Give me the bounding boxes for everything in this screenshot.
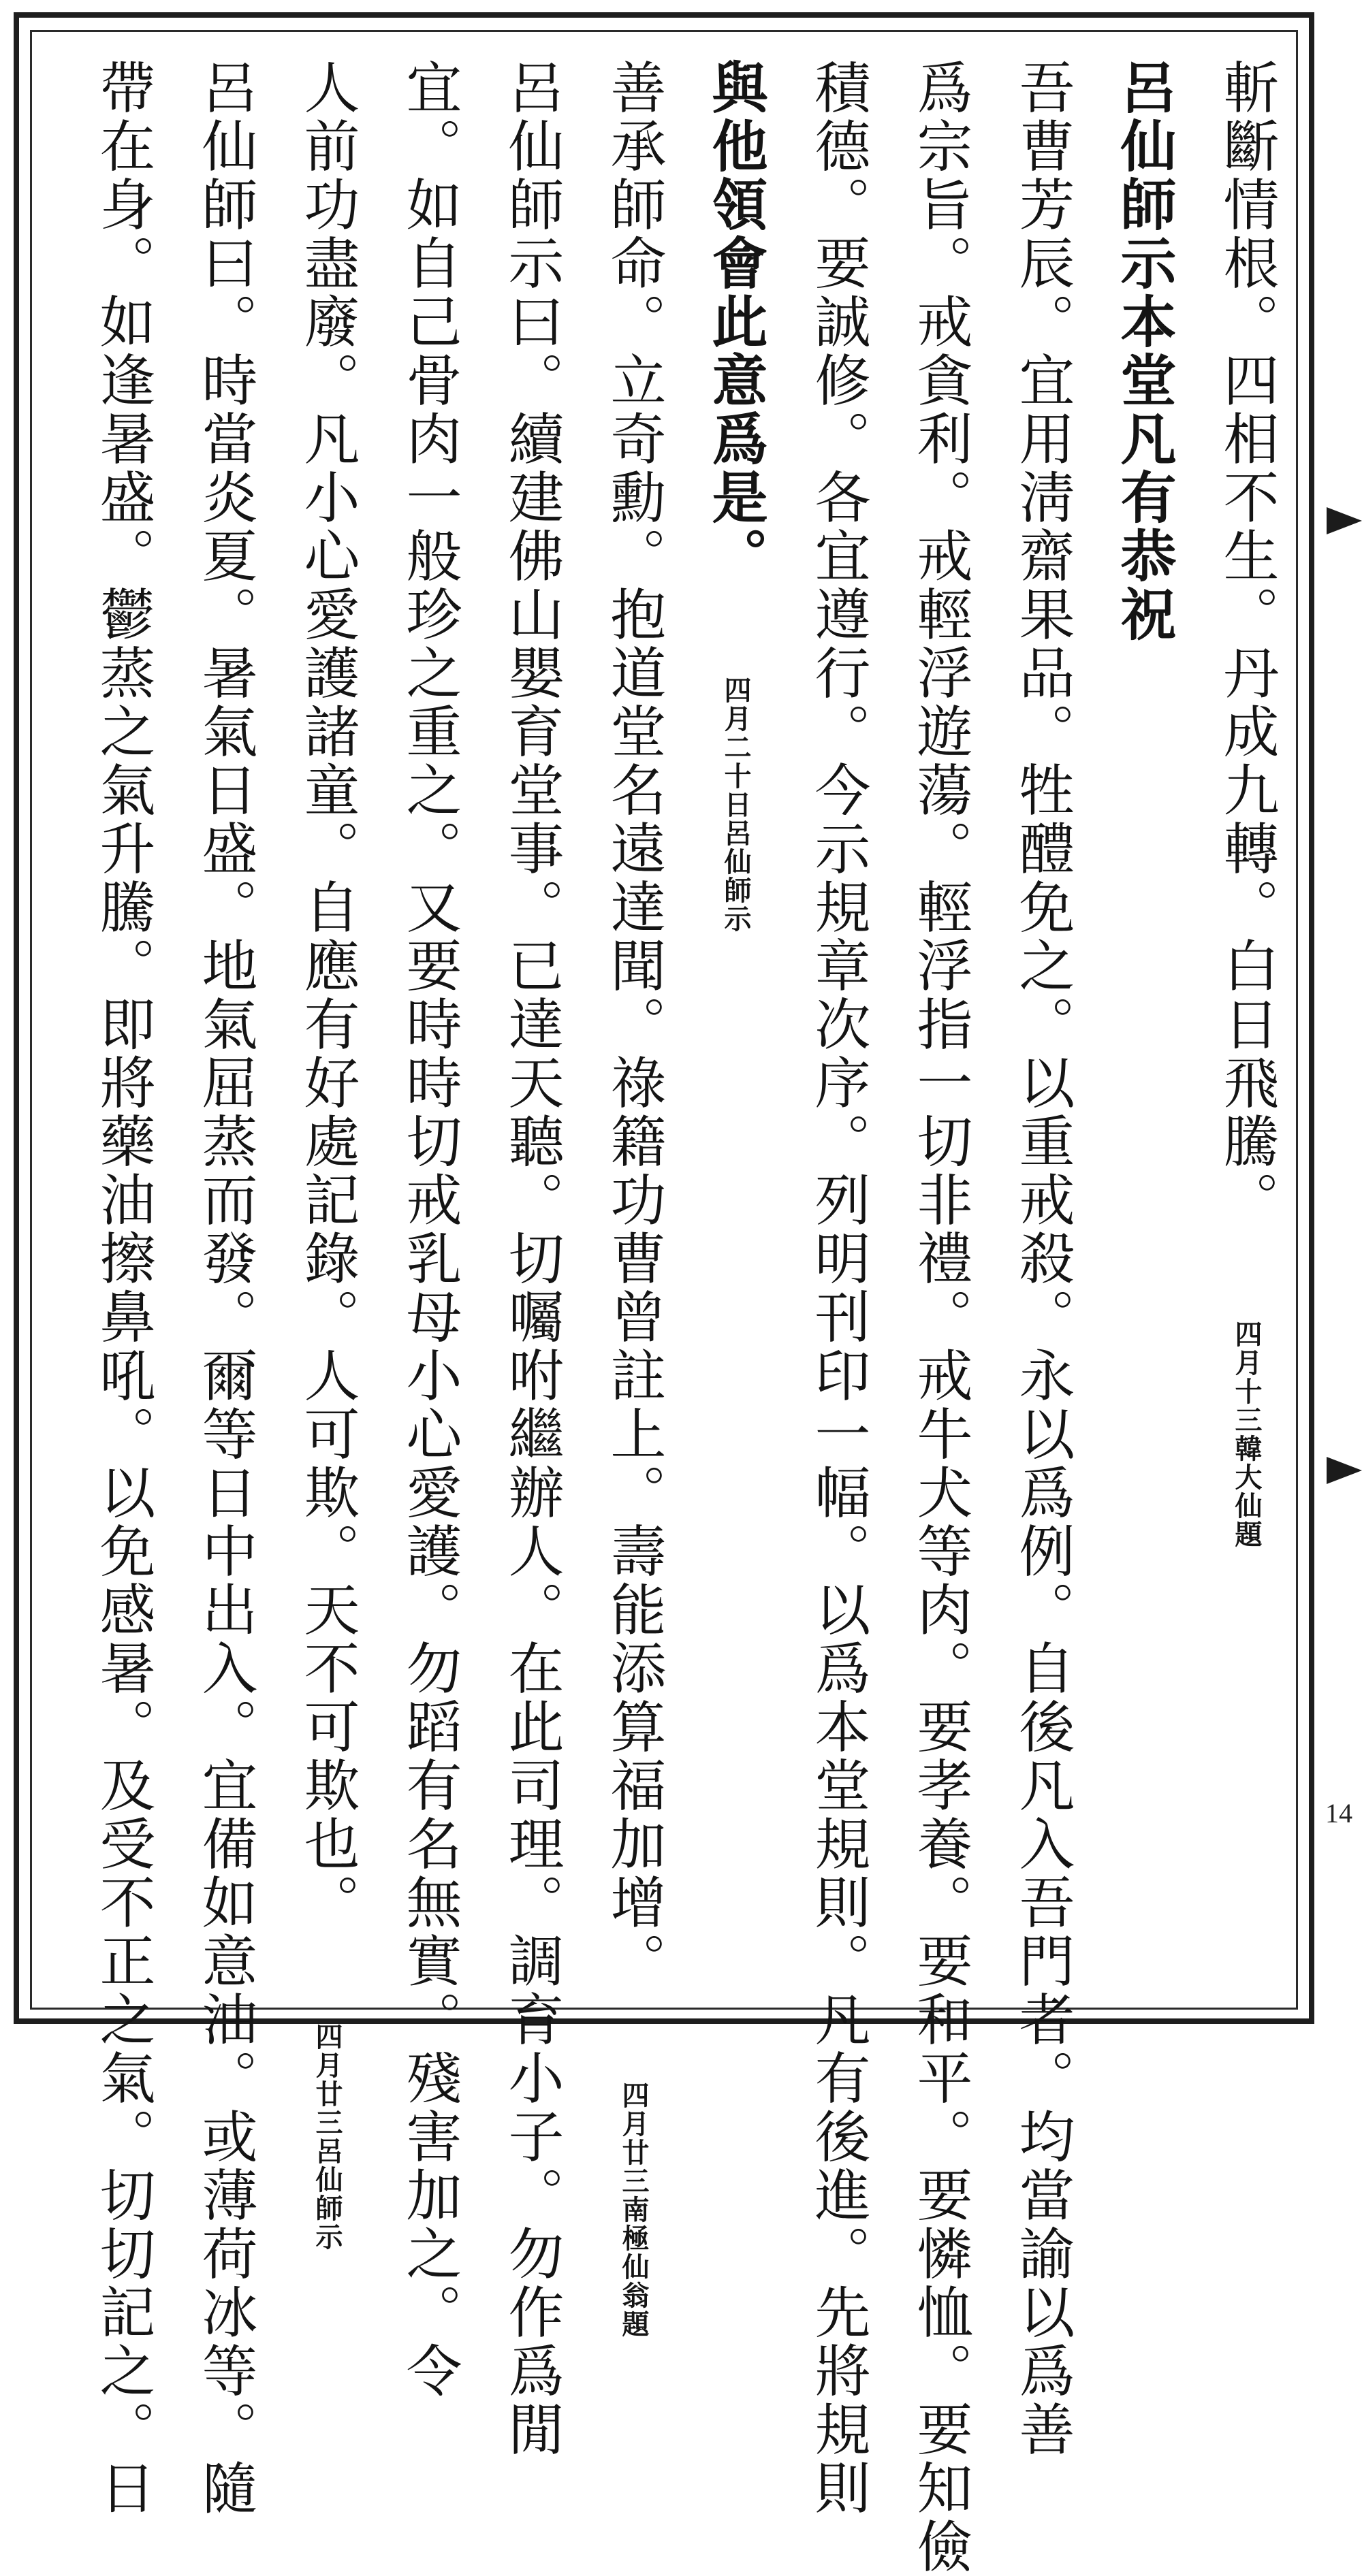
text-column-5: [805, 59, 870, 2517]
text-column-9: [396, 59, 462, 2400]
text-column-12: [90, 59, 155, 2517]
text-column-10: [294, 59, 360, 2251]
column-text: 斬斷情根。四相不生。丹成九轉。白日飛騰。: [1214, 59, 1279, 1229]
column-text: 爲宗旨。戒貪利。戒輕浮遊蕩。輕浮指一切非禮。戒牛犬等肉。要孝養。要和平。要憐恤。要知儉: [908, 59, 972, 2576]
page-body: [41, 41, 1287, 2576]
edge-tab-mark: [1327, 507, 1362, 534]
column-text: 與他領會此意爲是。: [703, 59, 768, 585]
text-column-6: [703, 59, 768, 1978]
edge-tab-mark: [1327, 1457, 1362, 1484]
text-column-7: [601, 59, 666, 2338]
column-text: 宜。如自己骨肉一般珍之重之。又要時時切戒乳母小心愛護。勿蹈有名無實。殘害加之。令: [397, 59, 462, 2400]
column-text: 帶在身。如逢暑盛。鬱蒸之氣升騰。即將藥油擦鼻吼。以免感暑。及受不正之氣。切切記之。日: [91, 59, 155, 2517]
column-signature: 四月廿三呂仙師示: [311, 2023, 343, 2251]
text-column-8: [498, 59, 564, 2459]
column-text: 積德。要誠修。各宜遵行。今示規章次序。列明刊印一幅。以爲本堂規則。凡有後進。先將規則: [806, 59, 870, 2517]
text-column-3: [1009, 59, 1075, 2459]
text-column-4: [907, 59, 972, 2576]
column-text: 人前功盡廢。凡小心愛護諸童。自應有好處記錄。人可欺。天不可欺也。: [295, 59, 360, 1932]
column-signature: 四月二十日呂仙師示: [720, 676, 752, 933]
text-column-11: [192, 59, 257, 2517]
column-text: 吾曹芳辰。宜用淸齋果品。牲醴免之。以重戒殺。永以爲例。自後凡入吾門者。均當諭以爲善: [1010, 59, 1075, 2459]
page-number: 14: [1325, 1798, 1352, 1829]
column-signature: 四月廿三南極仙翁題: [618, 2081, 650, 2338]
text-column-1: [1214, 59, 1279, 1978]
column-signature: 四月十三韓大仙題: [1231, 1320, 1263, 1549]
column-text: 呂仙師示本堂凡有恭祝: [1111, 59, 1177, 644]
column-text: 善承師命。立奇勳。抱道堂名遠達聞。祿籍功曹曾註上。壽能添算福加增。: [601, 59, 666, 1991]
column-text: 呂仙師曰。時當炎夏。暑氣日盛。地氣屈蒸而發。爾等日中出入。宜備如意油。或薄荷冰等。隨: [193, 59, 257, 2517]
text-column-2: [1111, 59, 1177, 1978]
column-text: 呂仙師示曰。續建佛山嬰育堂事。已達天聽。切囑咐繼辦人。在此司理。調育小子。勿作爲閒: [499, 59, 564, 2459]
